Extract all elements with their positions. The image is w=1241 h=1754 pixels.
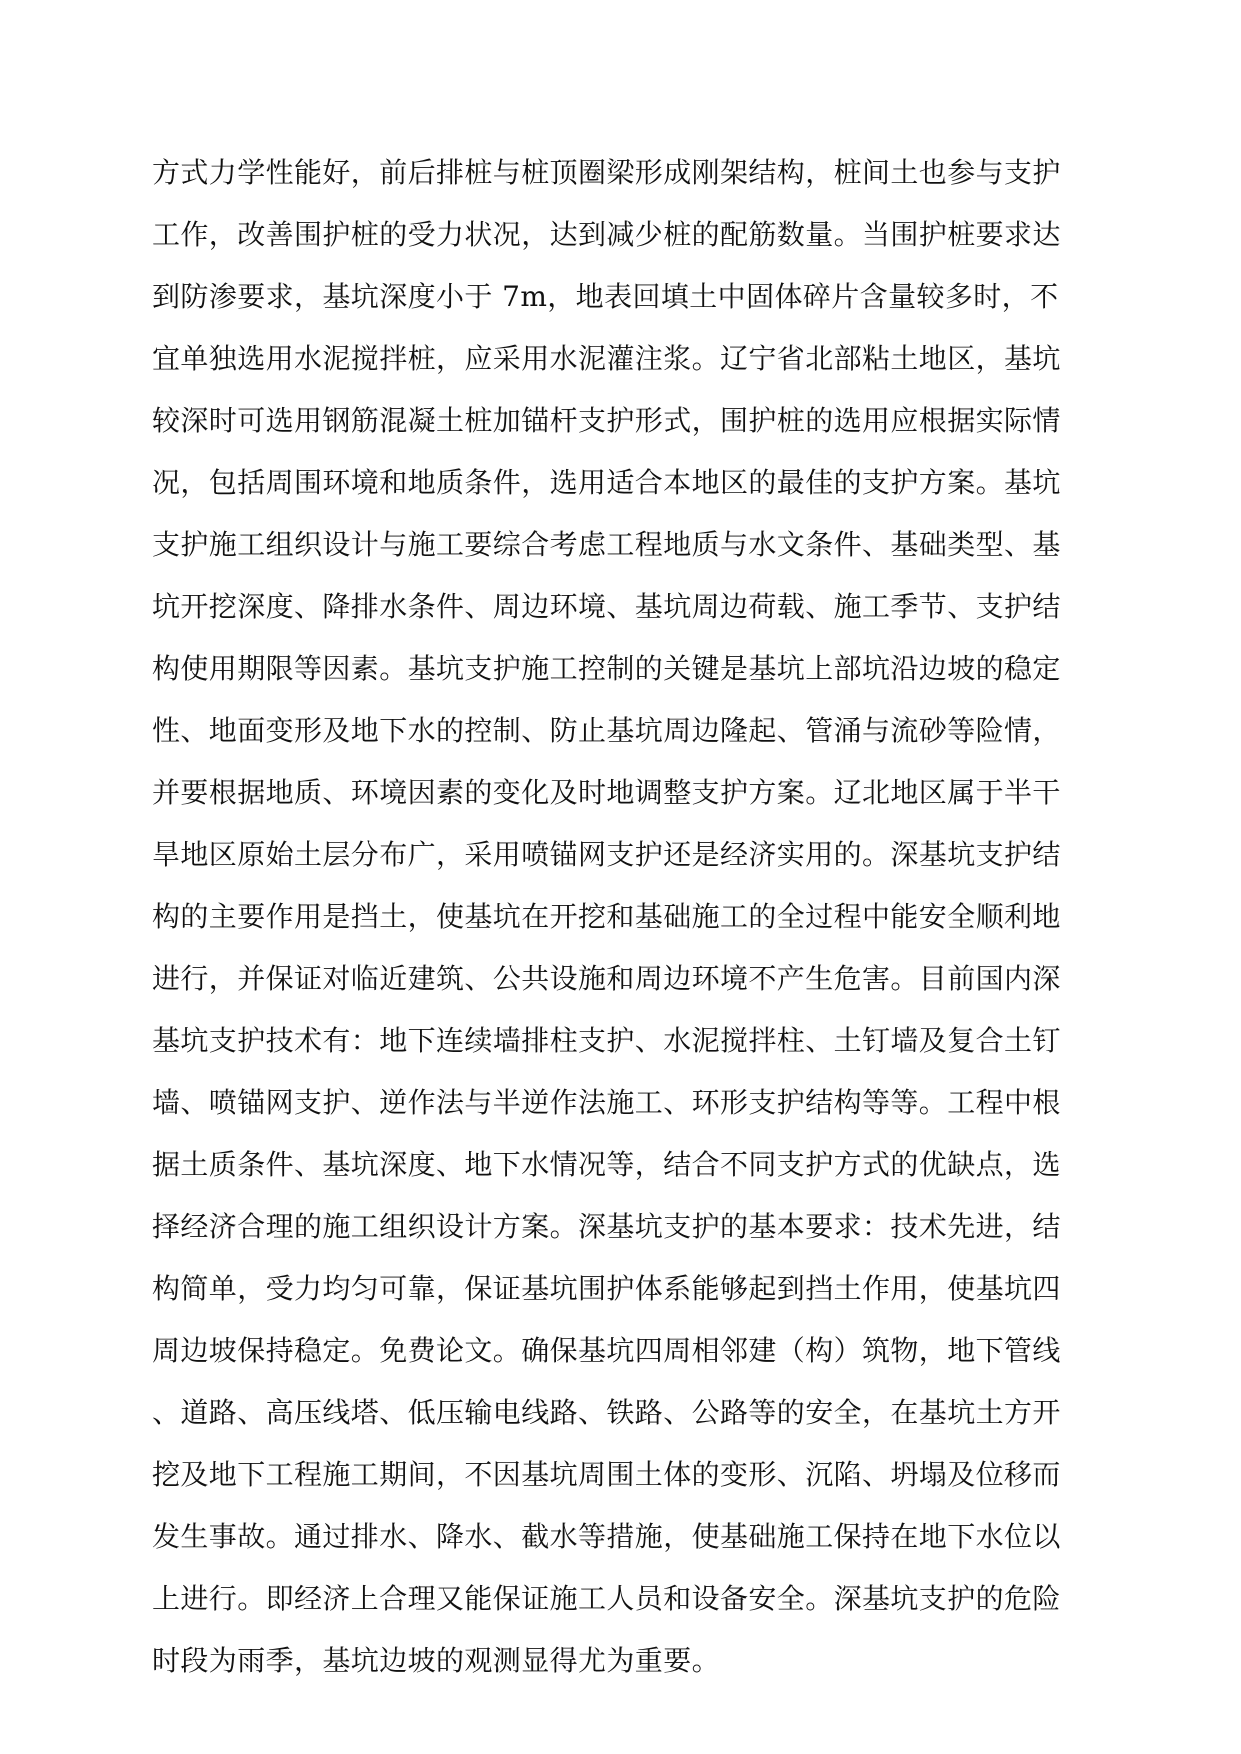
paragraph-line: 况，包括周围环境和地质条件，选用适合本地区的最佳的支护方案。基坑 [152, 466, 1061, 499]
paragraph-line: 周边坡保持稳定。免费论文。确保基坑四周相邻建（构）筑物，地下管线 [152, 1334, 1061, 1367]
paragraph-line: 宜单独选用水泥搅拌桩，应采用水泥灌注浆。辽宁省北部粘土地区，基坑 [152, 342, 1061, 375]
paragraph-line: 构简单，受力均匀可靠，保证基坑围护体系能够起到挡土作用，使基坑四 [152, 1272, 1061, 1305]
paragraph-line: 基坑支护技术有：地下连续墙排柱支护、水泥搅拌柱、土钉墙及复合土钉 [152, 1024, 1061, 1057]
paragraph-line: 进行，并保证对临近建筑、公共设施和周边环境不产生危害。目前国内深 [152, 962, 1061, 995]
paragraph-line: 支护施工组织设计与施工要综合考虑工程地质与水文条件、基础类型、基 [152, 528, 1061, 561]
paragraph-line: 上进行。即经济上合理又能保证施工人员和设备安全。深基坑支护的危险 [152, 1582, 1061, 1615]
paragraph-line: 并要根据地质、环境因素的变化及时地调整支护方案。辽北地区属于半干 [152, 776, 1061, 809]
paragraph-line: 构使用期限等因素。基坑支护施工控制的关键是基坑上部坑沿边坡的稳定 [152, 652, 1061, 685]
paragraph-line: 性、地面变形及地下水的控制、防止基坑周边隆起、管涌与流砂等险情， [152, 714, 1061, 747]
paragraph-line: 、道路、高压线塔、低压输电线路、铁路、公路等的安全，在基坑土方开 [152, 1396, 1061, 1429]
paragraph-line: 方式力学性能好，前后排桩与桩顶圈梁形成刚架结构，桩间土也参与支护 [152, 156, 1061, 189]
paragraph-line: 旱地区原始土层分布广，采用喷锚网支护还是经济实用的。深基坑支护结 [152, 838, 1061, 871]
paragraph-line: 构的主要作用是挡土，使基坑在开挖和基础施工的全过程中能安全顺利地 [152, 900, 1061, 933]
paragraph-line: 工作，改善围护桩的受力状况，达到减少桩的配筋数量。当围护桩要求达 [152, 218, 1061, 251]
paragraph-line: 墙、喷锚网支护、逆作法与半逆作法施工、环形支护结构等等。工程中根 [152, 1086, 1061, 1119]
paragraph-line: 较深时可选用钢筋混凝土桩加锚杆支护形式，围护桩的选用应根据实际情 [152, 404, 1061, 437]
body-paragraph [152, 142, 1092, 1692]
paragraph-line: 到防渗要求，基坑深度小于 7m，地表回填土中固体碎片含量较多时，不 [152, 280, 1059, 313]
paragraph-line: 挖及地下工程施工期间，不因基坑周围土体的变形、沉陷、坍塌及位移而 [152, 1458, 1061, 1491]
paragraph-line: 择经济合理的施工组织设计方案。深基坑支护的基本要求：技术先进，结 [152, 1210, 1061, 1243]
paragraph-line: 坑开挖深度、降排水条件、周边环境、基坑周边荷载、施工季节、支护结 [152, 590, 1061, 623]
paragraph-line: 据土质条件、基坑深度、地下水情况等，结合不同支护方式的优缺点，选 [152, 1148, 1061, 1181]
paragraph-line: 时段为雨季，基坑边坡的观测显得尤为重要。 [152, 1644, 721, 1677]
paragraph-line: 发生事故。通过排水、降水、截水等措施，使基础施工保持在地下水位以 [152, 1520, 1061, 1553]
